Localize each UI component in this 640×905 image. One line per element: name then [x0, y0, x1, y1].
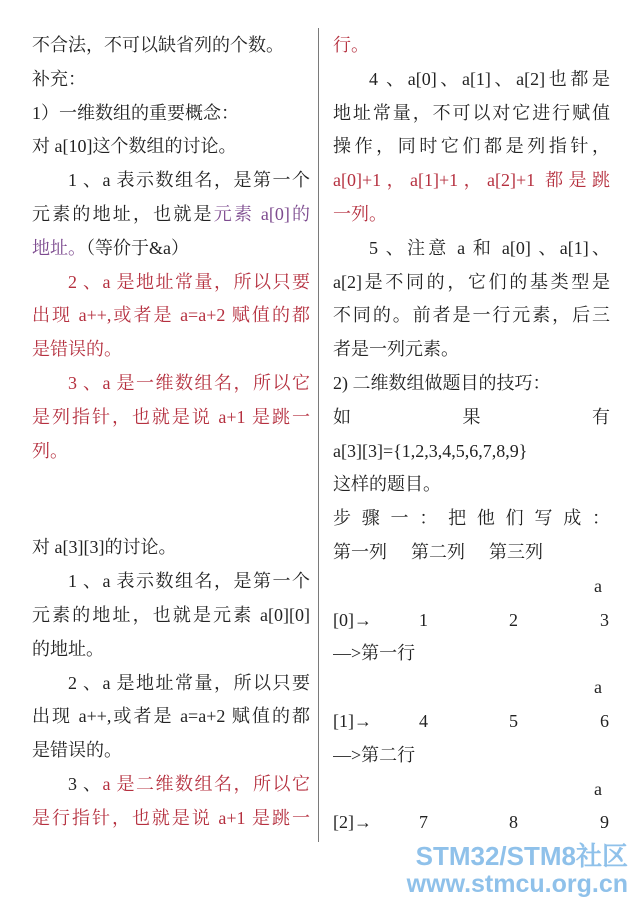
text-segment: 元素的地址，也就是 [32, 203, 214, 224]
text-segment: 对 a[3][3]的讨论。 [32, 537, 177, 558]
matrix-cell: 6 [600, 710, 609, 731]
paragraph [333, 29, 610, 63]
text-line [32, 130, 310, 164]
text-segment: 2 、a 是地址常量，所以只要 [68, 271, 310, 292]
text-line [32, 599, 310, 633]
text-segment: 操作，同时它们都是列指针， [333, 136, 610, 157]
matrix-row-prefix-line [333, 570, 610, 604]
matrix-row-prefix-line [333, 773, 610, 807]
text-segment: 补充： [32, 68, 86, 89]
text-line [32, 63, 310, 97]
text-line [333, 29, 610, 63]
numbered-paragraph [32, 367, 310, 468]
matrix-row-prefix-line [333, 671, 610, 705]
matrix-cell: 5 [509, 710, 518, 731]
matrix-header: 第三列 [489, 541, 543, 562]
text-line [32, 802, 310, 836]
text-segment: 一列。 [333, 203, 387, 224]
text-line [32, 367, 310, 401]
text-segment: 地址常量，不可以对它进行赋值 [333, 102, 610, 123]
text-segment: a[3][3]={1,2,3,4,5,6,7,8,9} [333, 440, 528, 461]
text-segment: 3 、 [68, 773, 103, 794]
matrix-cell: 4 [419, 710, 428, 731]
matrix-header: 第一列 [333, 541, 387, 562]
text-segment: a[2]是不同的，它们的基类型是 [333, 271, 610, 292]
text-segment: 出现 a++,或者是 a=a+2 赋值的都 [32, 305, 310, 326]
left-column [32, 29, 310, 843]
matrix-row-index: [0]→ [333, 609, 372, 630]
text-segment: 如 果 有 [333, 406, 610, 427]
text-line [32, 266, 310, 300]
matrix-row [333, 806, 610, 840]
matrix-cell: 2 [509, 609, 518, 630]
matrix-row-note-line [333, 739, 610, 773]
text-line [333, 299, 610, 333]
text-segment: 是行指针，也就是说 a+1 是跳一 [32, 807, 310, 828]
text-segment: 3 、a 是一维数组名，所以它 [68, 372, 310, 393]
text-segment: 5 、注意 a 和 a[0] 、a[1]、 [369, 237, 610, 258]
numbered-paragraph [333, 63, 610, 232]
text-segment: 是错误的。 [32, 339, 122, 360]
text-segment: 对 a[10]这个数组的讨论。 [32, 136, 237, 157]
text-line [32, 768, 310, 802]
matrix-headers [333, 536, 610, 570]
text-line [333, 435, 610, 469]
matrix-cell: 9 [600, 812, 609, 833]
right-column-text [333, 29, 610, 536]
text-segment: 这样的题目。 [333, 474, 441, 495]
matrix-row-note: —>第一行 [333, 643, 416, 664]
matrix-header: 第二列 [411, 541, 465, 562]
text-segment: 是列指针，也就是说 a+1 是跳一 [32, 406, 310, 427]
text-line [333, 333, 610, 367]
paragraph [32, 531, 310, 565]
text-line [32, 700, 310, 734]
paragraph [32, 29, 310, 63]
text-line [32, 734, 310, 768]
matrix-row-prefix: a [594, 677, 602, 698]
text-line [32, 565, 310, 599]
numbered-paragraph [32, 164, 310, 265]
numbered-paragraph [32, 768, 310, 836]
matrix-cell: 1 [419, 609, 428, 630]
text-segment: 2) 二维数组做题目的技巧： [333, 372, 551, 393]
matrix-cell: 7 [419, 812, 428, 833]
text-segment: 不同的。前者是一行元素，后三 [333, 305, 610, 326]
matrix-row [333, 705, 610, 739]
text-line [333, 198, 610, 232]
numbered-paragraph [32, 667, 310, 768]
matrix-layout [333, 536, 610, 840]
text-segment: 1 、a 表示数组名，是第一个 [68, 571, 310, 592]
watermark-url: www.stmcu.org.cn [406, 870, 628, 898]
watermark-title: STM32/STM8社区 [415, 841, 628, 871]
text-segment: a[0]+1，a[1]+1，a[2]+1 都是跳 [333, 170, 610, 191]
text-line [32, 333, 310, 367]
text-line [32, 531, 310, 565]
numbered-paragraph [32, 266, 310, 367]
text-line [333, 97, 610, 131]
text-line [333, 266, 610, 300]
text-line [32, 198, 310, 232]
text-segment: 列。 [32, 440, 68, 461]
text-segment: 地址。 [32, 237, 86, 258]
matrix-row-index: [1]→ [333, 710, 372, 731]
text-line [32, 232, 310, 266]
matrix-row-note: —>第二行 [333, 744, 416, 765]
paragraph [333, 401, 610, 502]
paragraph [333, 367, 610, 401]
numbered-paragraph [32, 565, 310, 666]
text-segment: 出现 a++,或者是 a=a+2 赋值的都 [32, 706, 310, 727]
text-line [333, 164, 610, 198]
text-segment: 者是一列元素。 [333, 339, 459, 360]
matrix-row-note-line [333, 637, 610, 671]
text-segment: 元素 a[0]的 [213, 203, 310, 224]
section-two-dimensional [32, 531, 310, 835]
paragraph [333, 502, 610, 536]
section-one-dimensional [32, 29, 310, 468]
text-line [32, 97, 310, 131]
matrix-cell: 8 [509, 812, 518, 833]
text-segment: a 是二维数组名，所以它 [102, 773, 310, 794]
text-line [32, 299, 310, 333]
text-line [32, 164, 310, 198]
text-line [333, 401, 610, 435]
matrix-row-prefix: a [594, 575, 602, 596]
text-segment: 行。 [333, 35, 369, 55]
text-line [32, 29, 310, 63]
text-line [333, 130, 610, 164]
matrix-cell: 3 [600, 609, 609, 630]
paragraph [32, 63, 310, 97]
text-segment: 是错误的。 [32, 740, 122, 761]
paragraph [32, 97, 310, 131]
text-segment: 1 、a 表示数组名，是第一个 [68, 170, 310, 191]
text-segment: 2 、a 是地址常量，所以只要 [68, 672, 310, 693]
column-divider [318, 28, 319, 842]
watermark [407, 842, 628, 898]
matrix-row [333, 604, 610, 638]
text-line [333, 232, 610, 266]
text-segment: 4 、a[0]、a[1]、a[2]也都是 [369, 68, 610, 89]
text-line [32, 633, 310, 667]
text-line [333, 367, 610, 401]
text-segment: 步 骤 一 ： 把 他 们 写 成 ： [333, 508, 610, 529]
right-column [333, 29, 610, 843]
text-line [333, 502, 610, 536]
text-line [32, 667, 310, 701]
matrix-row-index: [2]→ [333, 812, 372, 833]
text-line [32, 401, 310, 435]
text-line [333, 468, 610, 502]
matrix-row-prefix: a [594, 778, 602, 799]
text-segment: （等价于&a） [86, 237, 189, 258]
paragraph [32, 130, 310, 164]
text-segment: 1）一维数组的重要概念： [32, 102, 239, 123]
text-segment: 的地址。 [32, 638, 104, 659]
text-segment: 不合法，不可以缺省列的个数。 [32, 35, 284, 55]
text-line [32, 435, 310, 469]
numbered-paragraph [333, 232, 610, 367]
text-line [333, 63, 610, 97]
text-segment: 元素的地址，也就是元素 a[0][0] [32, 604, 310, 625]
